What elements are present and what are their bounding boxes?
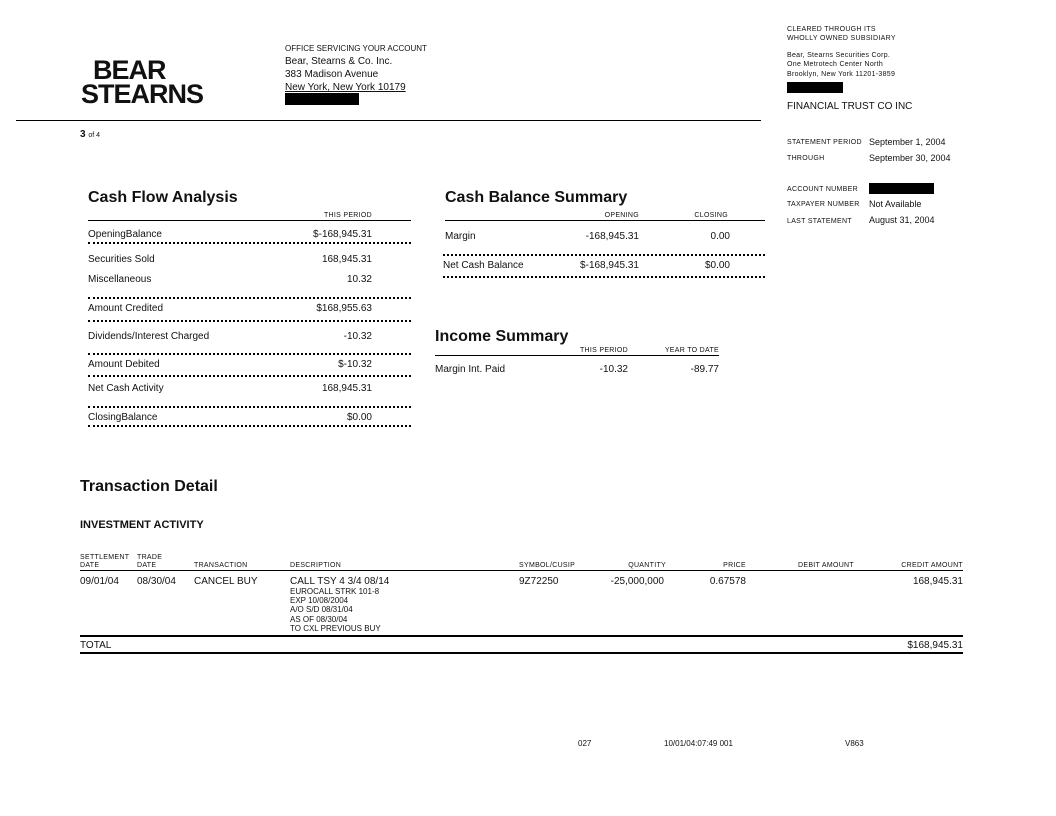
total-top-rule — [80, 635, 963, 637]
transaction-header-rule — [80, 570, 963, 571]
txn-description-line: A/O S/D 08/31/04 — [290, 605, 353, 614]
bear-stearns-logo — [81, 55, 204, 109]
taxpayer-number-label: TAXPAYER NUMBER — [787, 201, 860, 208]
clearing-line-2: WHOLLY OWNED SUBSIDIARY — [787, 35, 896, 42]
through-value: September 30, 2004 — [869, 153, 951, 163]
redacted-block — [787, 82, 843, 93]
txn-description-line: AS OF 08/30/04 — [290, 615, 348, 624]
client-name: FINANCIAL TRUST CO INC — [787, 101, 913, 112]
col-description: DESCRIPTION — [290, 562, 342, 569]
cb-net-closing: $0.00 — [704, 260, 730, 271]
cf-row-value: $-10.32 — [338, 359, 372, 370]
dotted-rule — [443, 254, 765, 256]
taxpayer-number-value: Not Available — [869, 199, 922, 209]
dotted-rule — [88, 320, 411, 322]
col-quantity: QUANTITY — [628, 562, 666, 569]
cb-col-closing: CLOSING — [694, 212, 728, 219]
investment-activity-subtitle: INVESTMENT ACTIVITY — [80, 519, 204, 531]
cf-row-label: Securities Sold — [88, 254, 155, 265]
cf-row-label: Net Cash Activity — [88, 383, 164, 394]
cf-row-value: $168,955.63 — [316, 303, 372, 314]
dotted-rule — [443, 276, 765, 278]
cb-net-label: Net Cash Balance — [443, 260, 524, 271]
footer-code-2: V863 — [845, 739, 864, 748]
office-name: Bear, Stearns & Co. Inc. — [285, 56, 393, 67]
txn-description-line: TO CXL PREVIOUS BUY — [290, 624, 381, 633]
office-heading: OFFICE SERVICING YOUR ACCOUNT — [285, 44, 427, 53]
redacted-block — [285, 93, 359, 105]
dotted-rule — [88, 297, 411, 299]
account-number-label: ACCOUNT NUMBER — [787, 186, 858, 193]
dotted-rule — [88, 406, 411, 408]
txn-type: CANCEL BUY — [194, 576, 258, 587]
col-debit: DEBIT AMOUNT — [798, 562, 854, 569]
cf-row-value: 10.32 — [346, 274, 372, 285]
cf-row-value: $0.00 — [346, 412, 372, 423]
txn-symbol: 9Z72250 — [519, 576, 559, 587]
txn-description-line: EXP 10/08/2004 — [290, 596, 349, 605]
statement-period-value: September 1, 2004 — [869, 137, 946, 147]
dotted-rule — [88, 242, 411, 244]
col-credit: CREDIT AMOUNT — [901, 562, 963, 569]
clearing-address-2: Brooklyn, New York 11201-3859 — [787, 71, 896, 78]
cf-row-value: -10.32 — [343, 331, 372, 342]
clearing-name: Bear, Stearns Securities Corp. — [787, 52, 891, 59]
last-statement-value: August 31, 2004 — [869, 215, 935, 225]
cf-row-value: 168,945.31 — [321, 383, 372, 394]
total-value: $168,945.31 — [907, 640, 963, 651]
txn-settle-date: 09/01/04 — [80, 576, 119, 587]
cb-col-opening: OPENING — [604, 212, 639, 219]
txn-description: CALL TSY 4 3/4 08/14 — [290, 576, 390, 587]
income-rule — [435, 355, 719, 356]
txn-quantity: -25,000,000 — [610, 576, 664, 587]
txn-credit: 168,945.31 — [912, 576, 963, 587]
transaction-detail-title: Transaction Detail — [80, 478, 218, 495]
page-current: 3 — [80, 129, 86, 140]
income-row-label: Margin Int. Paid — [435, 364, 506, 375]
income-col-period: THIS PERIOD — [579, 347, 628, 354]
dotted-rule — [88, 353, 411, 355]
page-indicator — [80, 129, 100, 140]
cf-row-label: Amount Debited — [88, 359, 160, 370]
total-bottom-rule — [80, 652, 963, 654]
page-of: of 4 — [88, 132, 101, 139]
footer-code-1: 027 — [578, 739, 592, 748]
txn-price: 0.67578 — [709, 576, 746, 587]
dotted-rule — [88, 375, 411, 377]
col-trade-2: DATE — [137, 562, 157, 569]
logo-line-1: BEAR — [93, 55, 166, 85]
col-settlement-1: SETTLEMENT — [80, 554, 130, 561]
cf-row-value: $-168,945.31 — [313, 229, 372, 240]
cf-row-label: OpeningBalance — [88, 229, 162, 240]
dotted-rule — [88, 425, 411, 427]
col-transaction: TRANSACTION — [194, 562, 248, 569]
col-settlement-2: DATE — [80, 562, 100, 569]
last-statement-label: LAST STATEMENT — [787, 218, 852, 225]
office-address-1: 383 Madison Avenue — [285, 69, 379, 80]
total-label: TOTAL — [80, 640, 112, 651]
income-row-ytd: -89.77 — [690, 364, 719, 375]
cash-flow-col-header: THIS PERIOD — [323, 212, 372, 219]
through-label: THROUGH — [787, 155, 825, 162]
cb-margin-label: Margin — [445, 231, 476, 242]
cf-row-value: 168,945.31 — [321, 254, 372, 265]
cf-row-label: Dividends/Interest Charged — [88, 331, 210, 342]
cf-row-label: Amount Credited — [88, 303, 164, 314]
cf-row-label: ClosingBalance — [88, 412, 158, 423]
clearing-address-1: One Metrotech Center North — [787, 61, 884, 68]
statement-period-label: STATEMENT PERIOD — [787, 139, 862, 146]
cash-balance-rule — [445, 220, 765, 221]
col-price: PRICE — [723, 562, 746, 569]
col-trade-1: TRADE — [137, 554, 163, 561]
office-address-2: New York, New York 10179 — [285, 82, 406, 93]
clearing-line-1: CLEARED THROUGH ITS — [787, 26, 876, 33]
cf-row-label: Miscellaneous — [88, 274, 152, 285]
income-col-ytd: YEAR TO DATE — [664, 347, 719, 354]
cash-balance-title: Cash Balance Summary — [445, 189, 628, 206]
cash-flow-title: Cash Flow Analysis — [88, 189, 238, 206]
income-row-period: -10.32 — [599, 364, 628, 375]
logo-line-2: STEARNS — [81, 79, 204, 109]
cash-flow-rule — [88, 220, 411, 221]
txn-trade-date: 08/30/04 — [137, 576, 176, 587]
footer-timestamp: 10/01/04:07:49 001 — [664, 739, 733, 748]
col-symbol: SYMBOL/CUSIP — [519, 562, 576, 569]
cb-net-opening: $-168,945.31 — [580, 260, 639, 271]
income-title: Income Summary — [435, 328, 569, 345]
txn-description-line: EUROCALL STRK 101-8 — [290, 587, 380, 596]
redacted-account-number — [869, 183, 934, 194]
cb-margin-closing: 0.00 — [710, 231, 730, 242]
header-rule — [16, 120, 761, 121]
cb-margin-opening: -168,945.31 — [585, 231, 639, 242]
